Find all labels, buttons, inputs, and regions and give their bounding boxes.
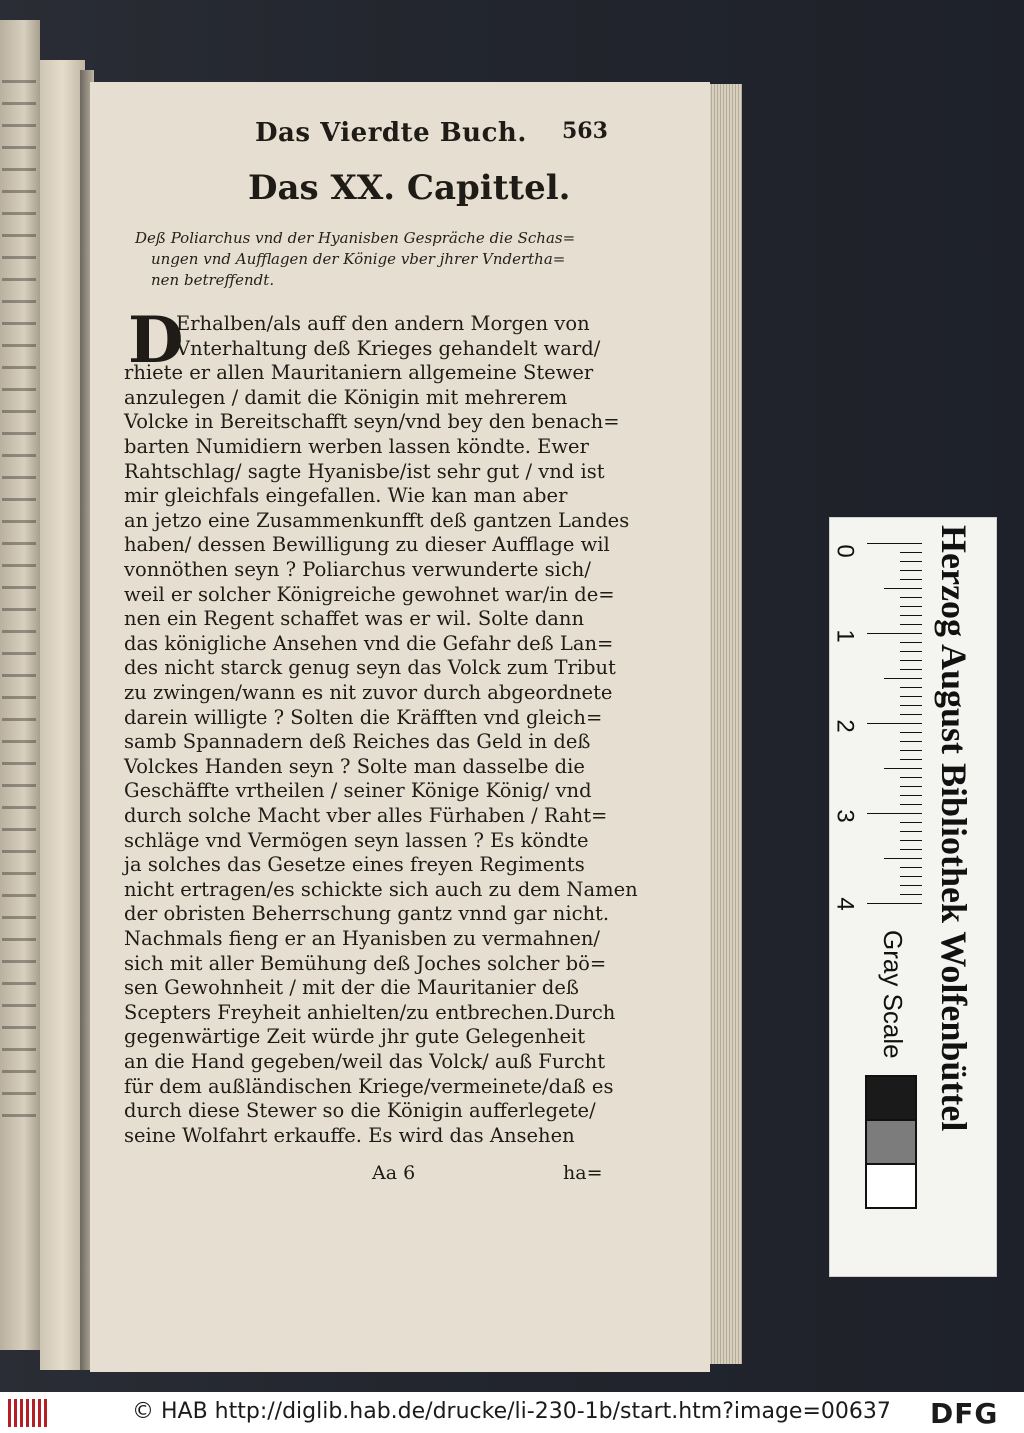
body-line: Volckes Handen seyn ? Solte man dasselbe die xyxy=(124,754,585,778)
ruler-tick xyxy=(900,696,922,697)
body-line: mir gleichfals eingefallen. Wie kan man aber xyxy=(124,484,568,508)
summary-line: Deß Poliarchus vnd der Hyanisben Gespräche die Schas= xyxy=(135,229,576,247)
body-line: haben/ dessen Bewilligung zu dieser Aufflage wil xyxy=(124,533,610,557)
gray-scale-label: Gray Scale xyxy=(878,930,908,1059)
ruler-tick xyxy=(900,804,922,805)
body-line: Vnterhaltung deß Krieges gehandelt ward/ xyxy=(176,336,601,360)
body-line: seine Wolfahrt erkauffe. Es wird das Ansehen xyxy=(124,1123,575,1147)
page-number: 563 xyxy=(562,118,608,144)
previous-page-inner xyxy=(40,60,85,1370)
previous-page-edge xyxy=(0,20,40,1350)
gray-swatch-black xyxy=(865,1075,917,1121)
ruler-tick xyxy=(900,570,922,571)
body-line: Nachmals fieng er an Hyanisben zu vermahnen/ xyxy=(124,927,600,950)
body-line: nicht ertragen/es schickte sich auch zu dem Namen xyxy=(124,877,638,901)
ruler-tick xyxy=(900,624,922,625)
ruler-tick xyxy=(884,678,922,679)
body-line: für dem außländischen Kriege/vermeinete/daß es xyxy=(124,1074,614,1098)
ruler-tick xyxy=(900,732,922,733)
body-line: Geschäffte vrtheilen / seiner Könige König/ vnd xyxy=(124,779,592,803)
body-line: durch solche Macht vber alles Fürhaben / Raht= xyxy=(124,804,608,827)
ruler-tick xyxy=(900,795,922,796)
ruler-tick xyxy=(884,588,922,589)
body-line: anzulegen / damit die Königin mit mehrerem xyxy=(124,385,568,409)
body-line: darein willigte ? Solten die Kräfften vnd gleich= xyxy=(124,705,603,729)
ruler-tick xyxy=(900,885,922,886)
ruler-tick xyxy=(900,579,922,580)
ruler-tick xyxy=(900,822,922,823)
ruler-tick xyxy=(900,831,922,832)
body-line: schläge vnd Vermögen seyn lassen ? Es köndte xyxy=(124,828,589,852)
ruler-tick xyxy=(900,714,922,715)
summary-line: ungen vnd Aufflagen der Könige vber jhrer Vndertha= xyxy=(151,250,566,268)
body-line: Erhalben/als auff den andern Morgen von xyxy=(176,312,590,335)
ruler-number: 3 xyxy=(831,809,859,823)
ruler-tick xyxy=(900,867,922,868)
ruler-tick xyxy=(900,777,922,778)
body-line: rhiete er allen Mauritaniern allgemeine Stewer xyxy=(124,361,594,385)
gray-swatch-white xyxy=(865,1163,917,1209)
ruler-tick xyxy=(900,642,922,643)
ruler-number: 1 xyxy=(831,629,859,643)
ruler-tick xyxy=(900,840,922,841)
body-line: weil er solcher Königreiche gewohnet war/in de= xyxy=(124,582,615,606)
chapter-summary xyxy=(135,228,600,291)
body-line: an jetzo eine Zusammenkunfft deß gantzen Landes xyxy=(124,508,630,532)
body-line: des nicht starck genug seyn das Volck zum Tribut xyxy=(124,656,616,680)
body-line: das königliche Ansehen vnd die Gefahr deß Lan= xyxy=(124,631,614,655)
ruler-tick xyxy=(900,759,922,760)
body-line: ja solches das Gesetze eines freyen Regiments xyxy=(124,853,585,877)
ruler-tick xyxy=(900,651,922,652)
running-head: Das Vierdte Buch. xyxy=(255,118,527,148)
signature-mark: Aa 6 xyxy=(372,1162,416,1184)
catchword: ha= xyxy=(563,1162,603,1184)
body-line: vonnöthen seyn ? Poliarchus verwunderte sich/ xyxy=(124,558,591,581)
ruler-tick xyxy=(900,615,922,616)
ruler-tick xyxy=(900,705,922,706)
ruler-tick xyxy=(884,858,922,859)
body-line: an die Hand gegeben/weil das Volck/ auß Furcht xyxy=(124,1050,606,1073)
body-line: nen ein Regent schaffet was er wil. Solte dann xyxy=(124,607,585,631)
body-line: zu zwingen/wann es nit zuvor durch abgeordnete xyxy=(124,681,613,704)
ruler-tick xyxy=(900,606,922,607)
chapter-title: Das XX. Capittel. xyxy=(248,168,571,208)
body-line: Volcke in Bereitschafft seyn/vnd bey den benach= xyxy=(124,410,620,434)
ruler-tick xyxy=(867,723,922,724)
ruler-tick xyxy=(900,894,922,895)
body-line: Rahtschlag/ sagte Hyanisbe/ist sehr gut / vnd ist xyxy=(124,459,605,483)
ruler-tick xyxy=(867,633,922,634)
ruler-tick xyxy=(900,669,922,670)
ruler-number: 0 xyxy=(831,544,859,558)
ruler-tick xyxy=(867,903,922,904)
summary-line: nen betreffendt. xyxy=(151,271,275,289)
ruler-tick xyxy=(867,813,922,814)
body-line: der obristen Beherrschung gantz vnnd gar nicht. xyxy=(124,902,610,926)
ruler-tick xyxy=(900,597,922,598)
body-line: gegenwärtige Zeit würde jhr gute Gelegenheit xyxy=(124,1025,586,1049)
ruler-number: 4 xyxy=(831,897,859,911)
page-edges xyxy=(706,84,742,1364)
body-line: Scepters Freyheit anhielten/zu entbrechen.Durch xyxy=(124,1000,616,1024)
ruler-tick xyxy=(900,741,922,742)
body-line: barten Numidiern werben lassen köndte. Ewer xyxy=(124,435,589,458)
ruler-tick xyxy=(900,786,922,787)
ruler-tick xyxy=(884,768,922,769)
ruler-tick xyxy=(900,660,922,661)
ruler-tick xyxy=(900,849,922,850)
ruler-tick xyxy=(900,687,922,688)
ruler-tick xyxy=(867,543,922,544)
institution-label: Herzog August Bibliothek Wolfenbüttel xyxy=(934,525,974,1132)
hab-logo-icon xyxy=(8,1399,48,1427)
dfg-logo: DFG xyxy=(930,1397,999,1430)
ruler-tick xyxy=(900,750,922,751)
drop-capital: D xyxy=(128,303,184,378)
ruler-tick xyxy=(900,876,922,877)
previous-page-text xyxy=(2,80,36,1130)
body-line: durch diese Stewer so die Königin aufferlegete/ xyxy=(124,1099,596,1123)
ruler-tick xyxy=(900,552,922,553)
ruler-number: 2 xyxy=(831,719,859,733)
body-line: samb Spannadern deß Reiches das Geld in deß xyxy=(124,730,591,754)
body-line: sich mit aller Bemühung deß Joches solcher bö= xyxy=(124,951,607,975)
body-line: sen Gewohnheit / mit der die Mauritanier deß xyxy=(124,976,579,1000)
footer-credit: © HAB http://diglib.hab.de/drucke/li-230-1b/start.htm?image=00637 xyxy=(132,1399,891,1424)
ruler-tick xyxy=(900,561,922,562)
gray-swatch-mid xyxy=(865,1119,917,1165)
